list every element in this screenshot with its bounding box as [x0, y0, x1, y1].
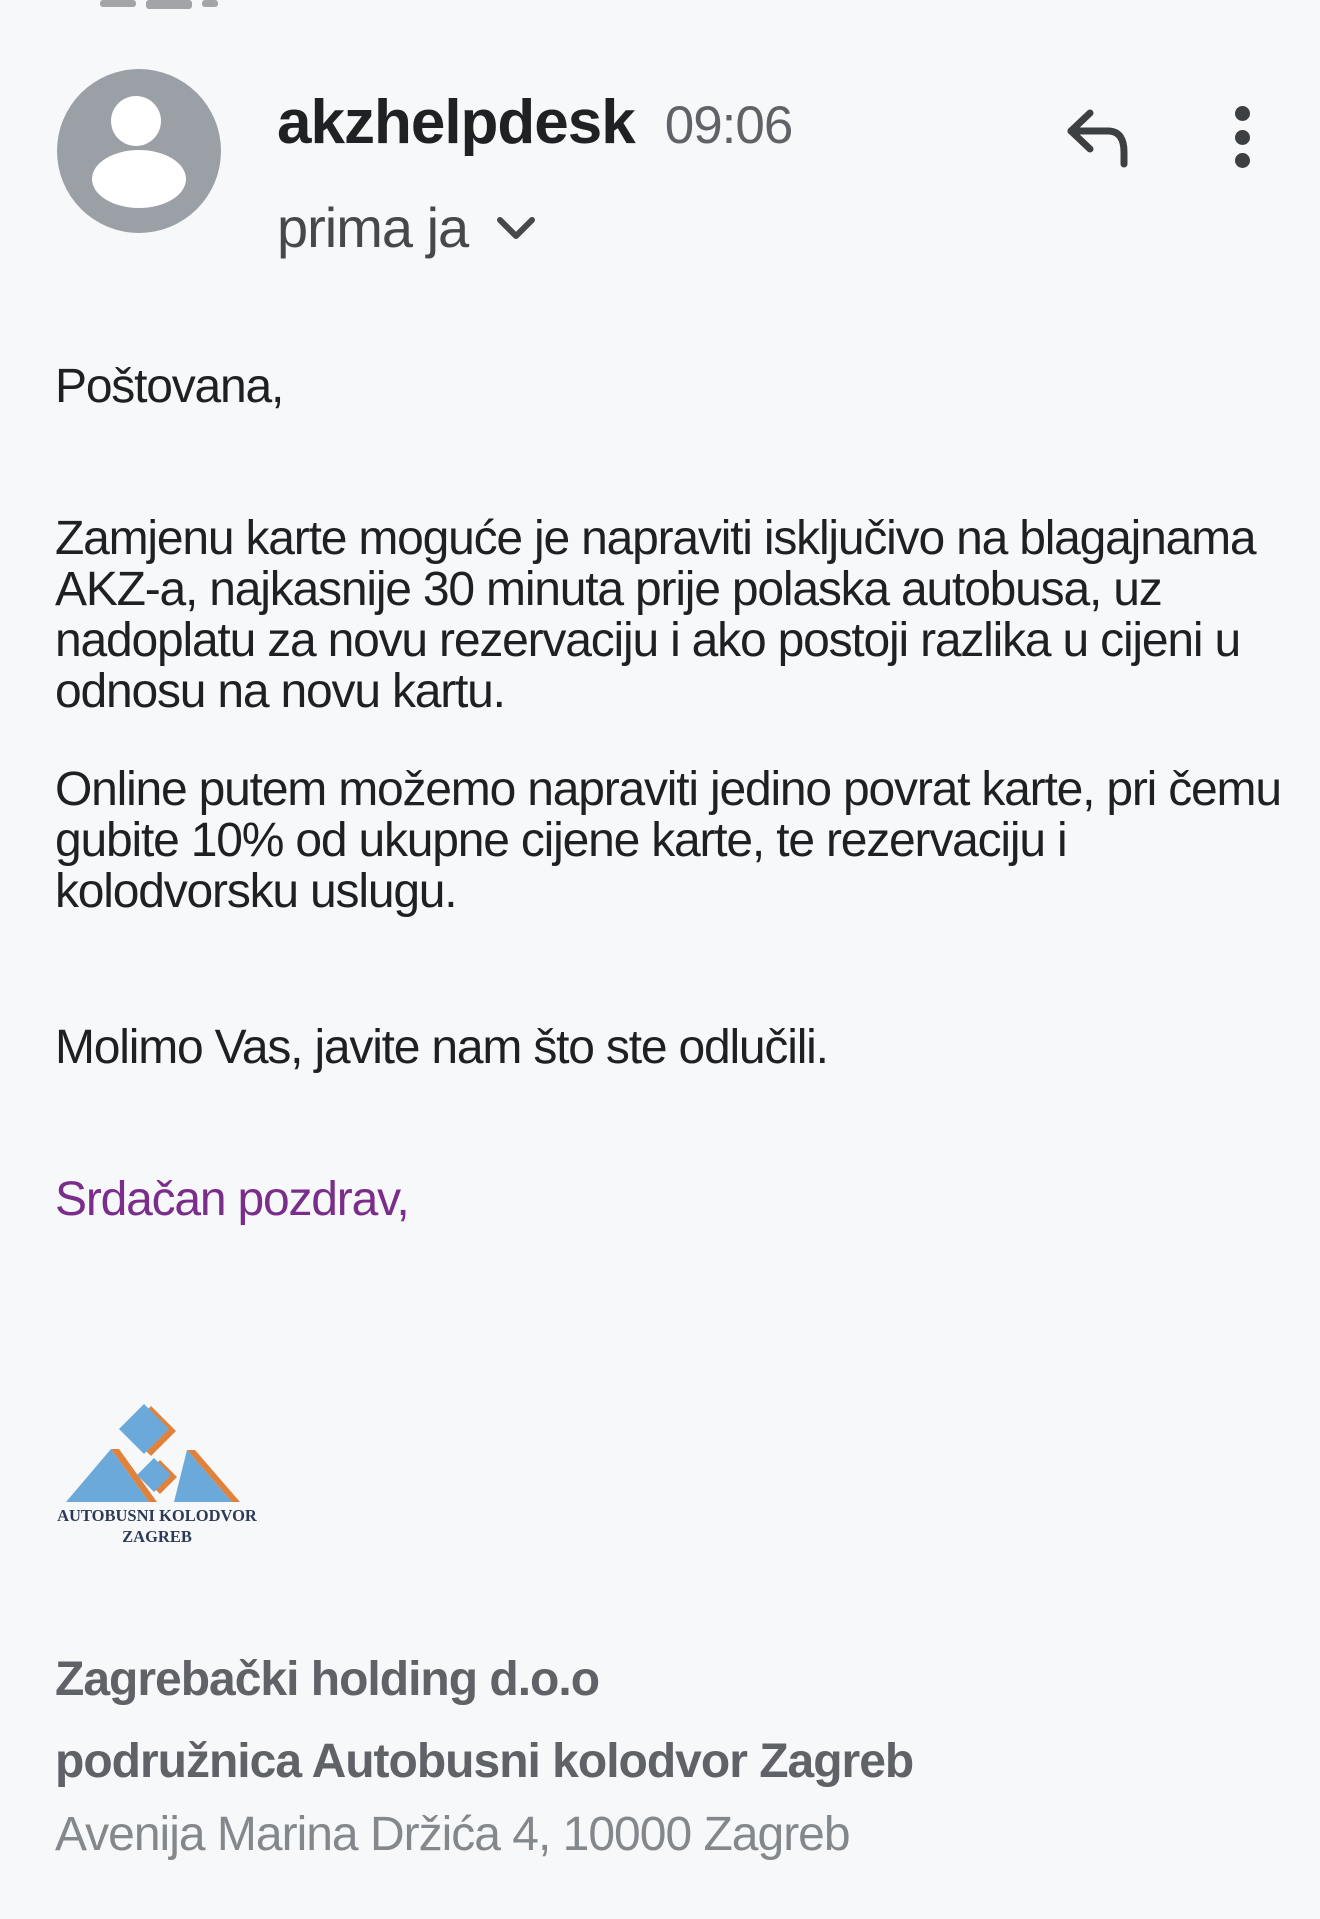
- signature-branch: podružnica Autobusni kolodvor Zagreb: [55, 1735, 914, 1788]
- recipient-label: prima ja: [277, 196, 469, 259]
- paragraph-line: Zamjenu karte moguće je napraviti isključivo na blagajnama: [55, 512, 1256, 565]
- salutation-text: Poštovana,: [55, 360, 284, 413]
- sender-avatar[interactable]: [57, 69, 221, 233]
- paragraph-line: gubite 10% od ukupne cijene karte, te rezervaciju i: [55, 814, 1067, 867]
- paragraph-line: nadoplatu za novu rezervaciju i ako postoji razlika u cijeni u: [55, 614, 1240, 667]
- signature-address: Avenija Marina Držića 4, 10000 Zagreb: [55, 1808, 850, 1861]
- reply-arrow-icon: [1064, 108, 1132, 168]
- closing-request-text: Molimo Vas, javite nam što ste odlučili.: [55, 1021, 828, 1074]
- paragraph-line: AKZ-a, najkasnije 30 minuta prije polaska autobusa, uz: [55, 563, 1162, 616]
- signature-company: Zagrebački holding d.o.o: [55, 1653, 600, 1706]
- reply-button[interactable]: [1064, 108, 1132, 168]
- more-options-button[interactable]: [1230, 106, 1254, 168]
- paragraph-line: odnosu na novu kartu.: [55, 665, 505, 718]
- paragraph-line: kolodvorsku uslugu.: [55, 865, 457, 918]
- cutoff-text-artifact: [100, 0, 218, 10]
- recipient-details-toggle[interactable]: [277, 196, 538, 260]
- logo-text-line2: ZAGREB: [122, 1527, 192, 1546]
- paragraph-refund-info: [55, 764, 1281, 917]
- logo-text-line1: AUTOBUSNI KOLODVOR: [57, 1506, 257, 1525]
- akz-logo-image: [57, 1404, 257, 1552]
- person-icon: [57, 69, 221, 233]
- message-time: 09:06: [664, 96, 793, 155]
- three-dot-menu-icon: [1235, 106, 1250, 121]
- signoff-text: Srdačan pozdrav,: [55, 1173, 409, 1226]
- sender-row: [277, 88, 792, 158]
- chevron-down-icon[interactable]: [494, 214, 538, 249]
- sender-name: akzhelpdesk: [277, 88, 635, 157]
- paragraph-line: Online putem možemo napraviti jedino povrat karte, pri čemu: [55, 763, 1281, 816]
- akz-logo: [57, 1404, 257, 1552]
- paragraph-exchange-info: [55, 513, 1255, 717]
